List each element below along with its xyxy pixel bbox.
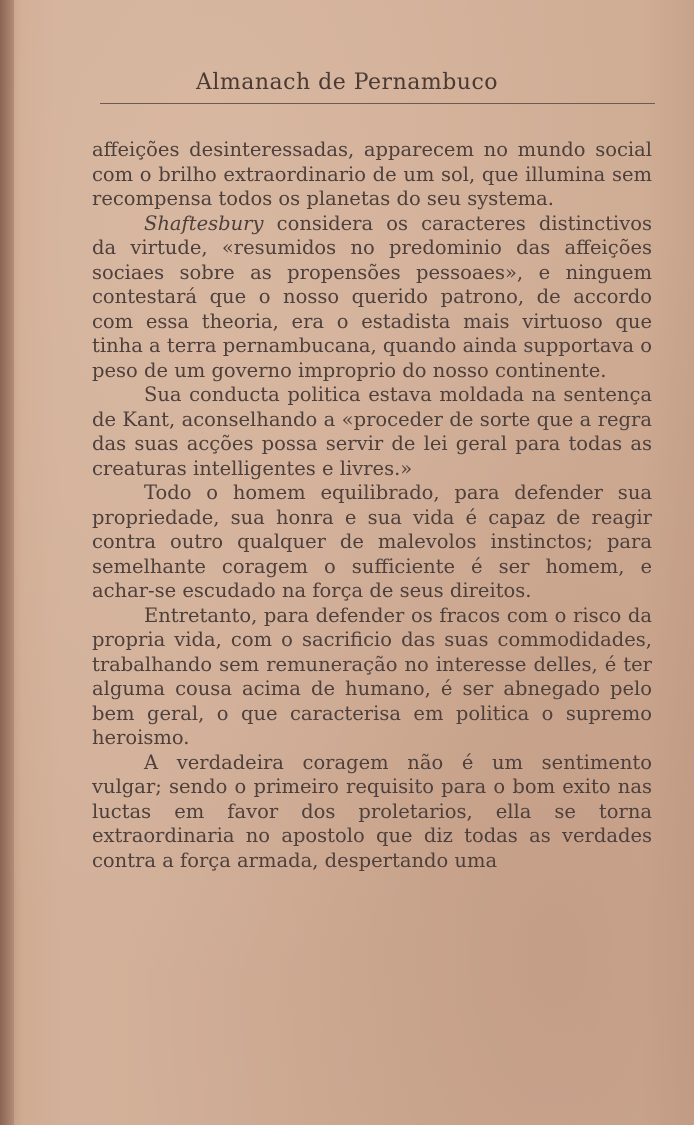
paragraph-4 <box>92 481 652 604</box>
paragraph-3 <box>92 383 652 481</box>
paragraph-5 <box>92 604 652 751</box>
paragraph-1 <box>92 138 652 212</box>
paragraph-6 <box>92 751 652 874</box>
paragraph-2 <box>92 212 652 384</box>
page-binding-edge <box>0 0 14 1125</box>
paragraph-5-text: Entretanto, para defender os fracos com o risco da propria vida, com o sacrificio das suas commodidades, trabalhando sem remuneração no interesse delles, é ter alguma cousa acima de humano, é ser abnegado pelo bem geral, o que caracterisa em politica o supremo heroismo. <box>92 603 652 749</box>
paragraph-2-italic-name: Shaftesbury <box>144 211 264 235</box>
paragraph-6-text: A verdadeira coragem não é um sentimento vulgar; sendo o primeiro requisito para o bom exito nas luctas em favor dos proletarios, ella se torna extraordinaria no apostolo que diz todas as verdades contra a força armada, despertando uma <box>92 750 652 872</box>
paragraph-2-text: considera os caracteres distinctivos da virtude, «resumidos no predominio das affeições sociaes sobre as propensões pessoaes», e ninguem contestará que o nosso querido patrono, de accordo com essa theoria, era o estadista mais virtuoso que tinha a terra pernambucana, quando ainda supportava o peso de um governo improprio do nosso continente. <box>92 211 652 382</box>
running-header <box>0 70 694 95</box>
paragraph-4-text: Todo o homem equilibrado, para defender sua propriedade, sua honra e sua vida é capaz de reagir contra outro qualquer de malevolos instinctos; para semelhante coragem o sufficiente é ser homem, e achar-se escudado na força de seus direitos. <box>92 481 652 602</box>
header-rule <box>100 103 655 104</box>
header-title: Almanach de Pernambuco <box>195 70 499 95</box>
paragraph-1-text: affeições desinteressadas, apparecem no mundo social com o brilho extraordinario de um sol, que illumina sem recompensa todos os planetas do seu systema. <box>92 138 652 210</box>
body-text <box>92 138 652 873</box>
paragraph-3-text: Sua conducta politica estava moldada na sentença de Kant, aconselhando a «proceder de sorte que a regra das suas acções possa servir de lei geral para todas as creaturas intelligentes e livres.» <box>92 383 652 480</box>
